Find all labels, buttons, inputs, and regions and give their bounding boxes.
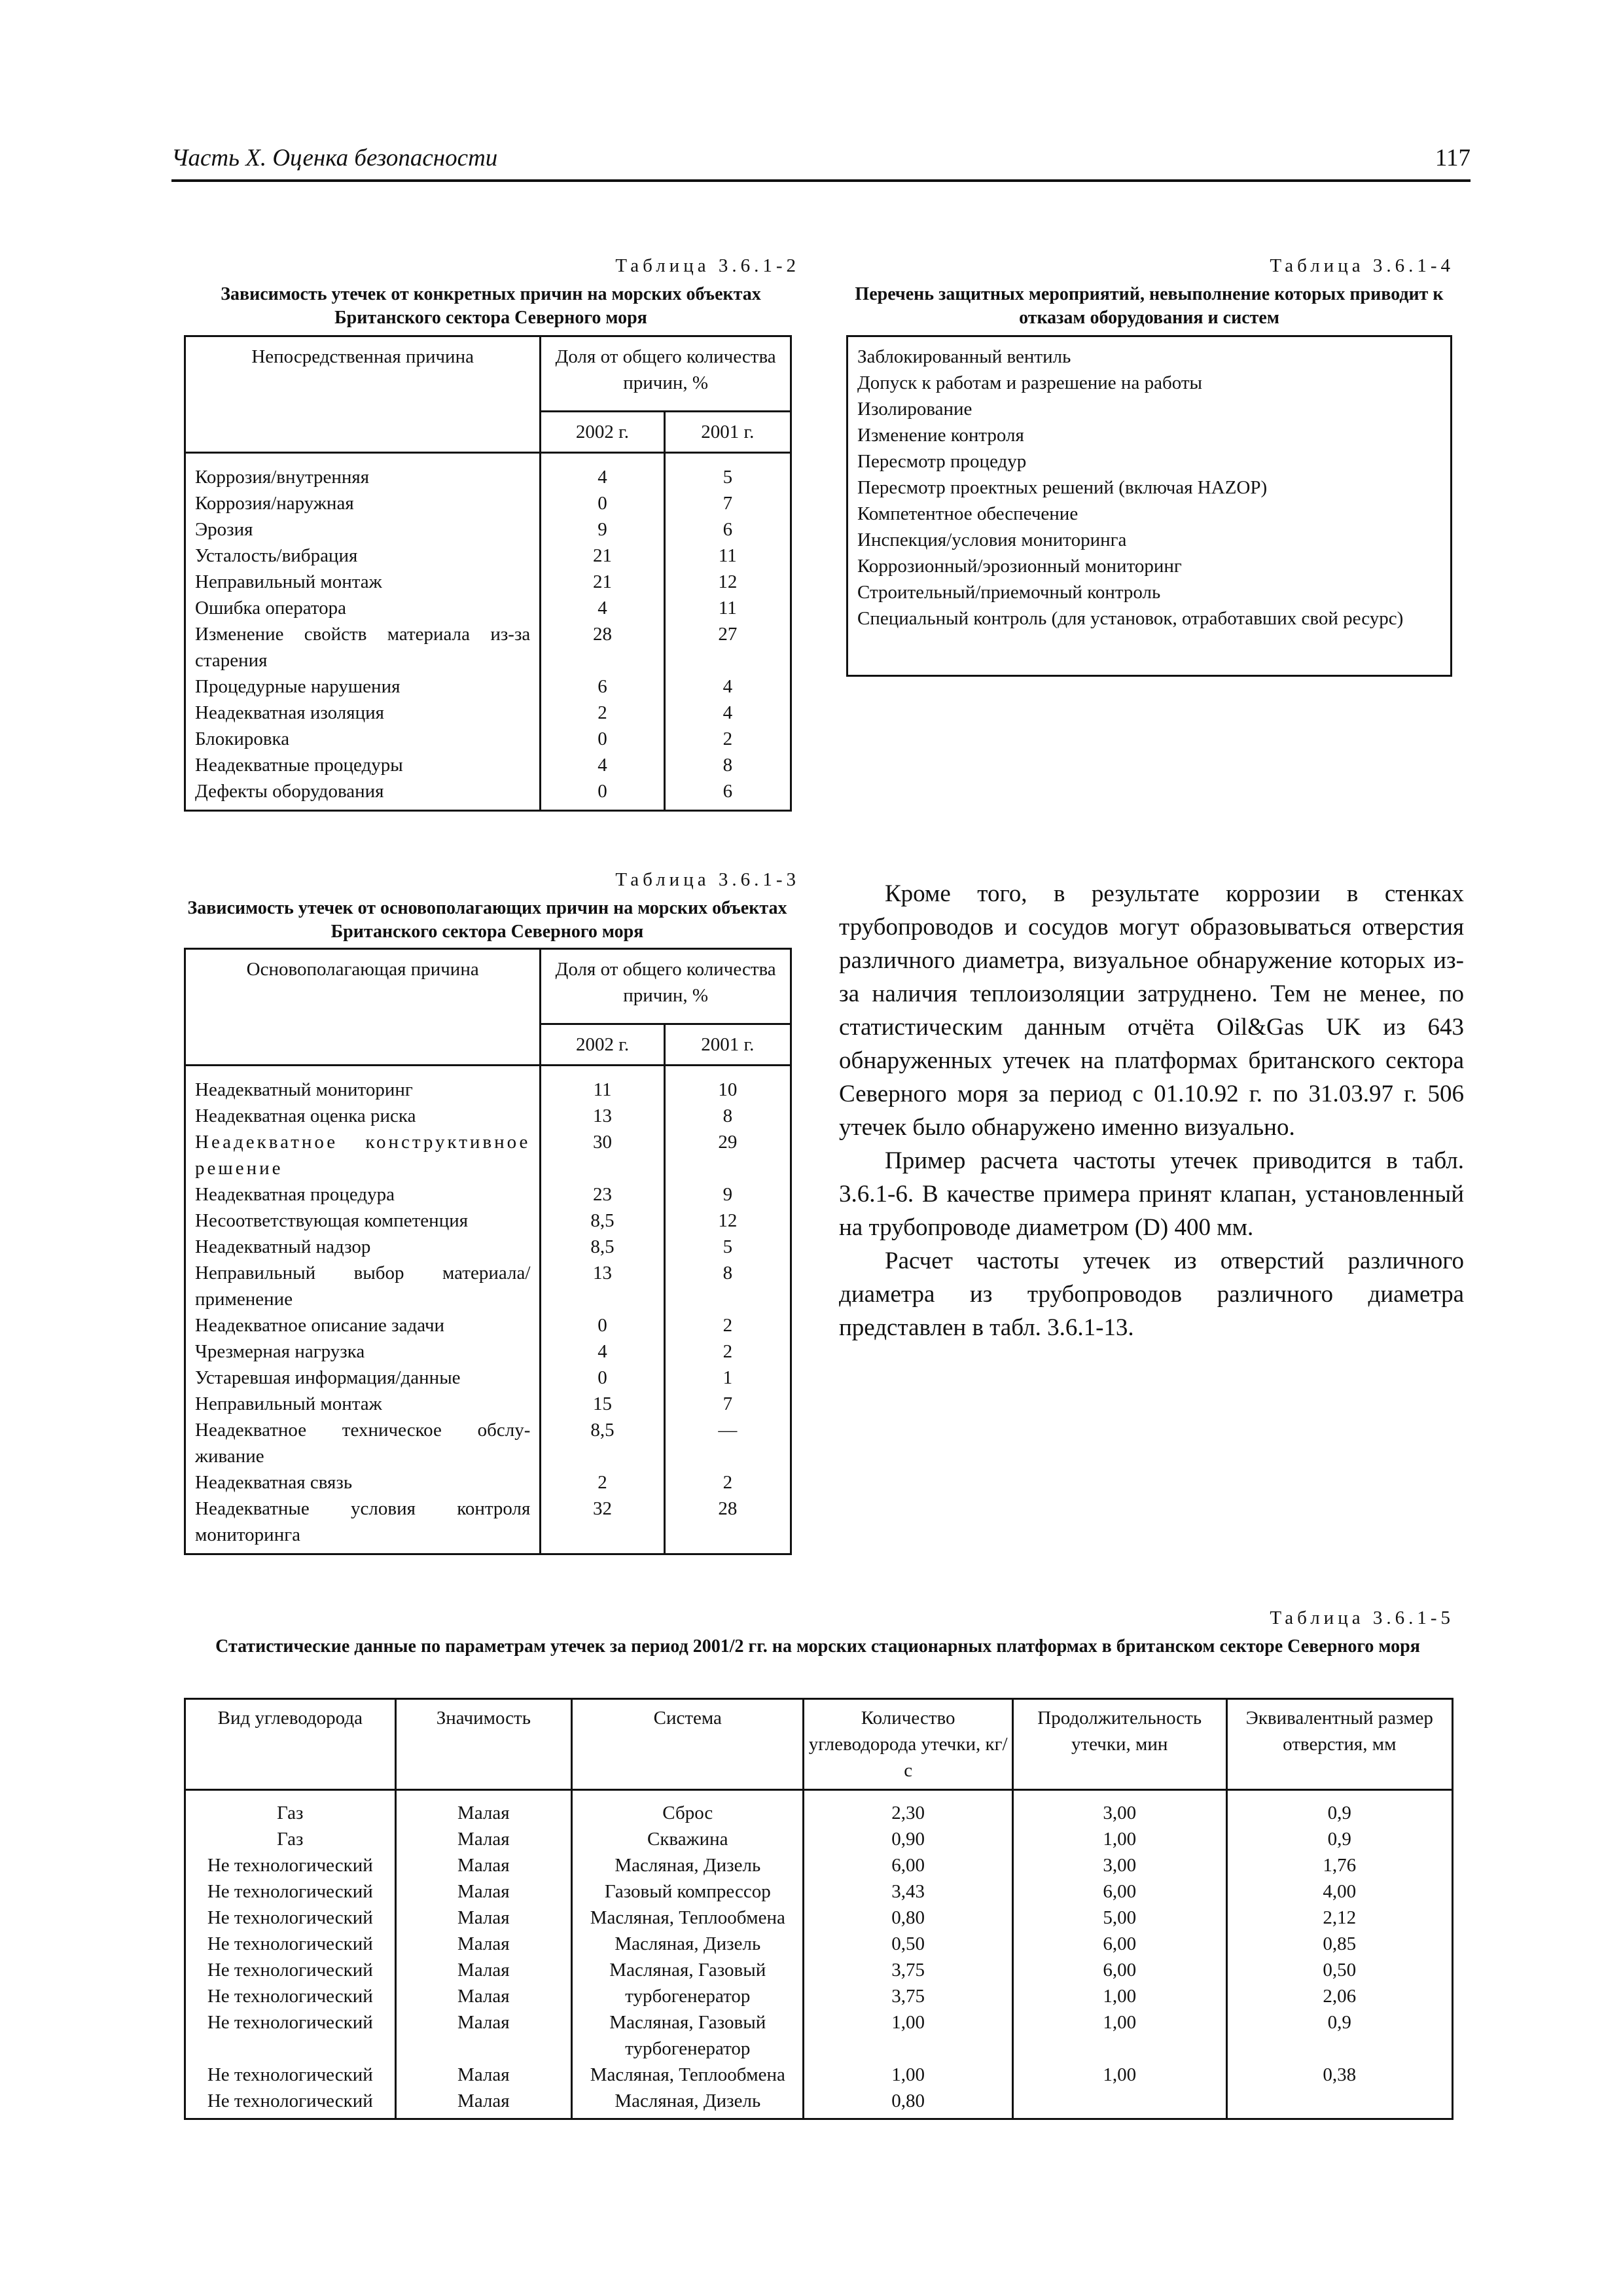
table-row: [185, 2088, 1453, 2119]
value-2002-cell: 2: [541, 700, 664, 726]
value-2001-cell: 5: [664, 1234, 791, 1260]
value-2001-cell: —: [664, 1417, 791, 1469]
table-row: [185, 595, 791, 621]
table2-header-2001: 2001 г.: [664, 412, 791, 453]
page-header: [171, 143, 1471, 182]
table-row: [185, 1338, 791, 1365]
value-2001-cell: 11: [664, 543, 791, 569]
table-row: [185, 1957, 1453, 1983]
list-item: Заблокированный вентиль: [857, 346, 1071, 367]
hydrocarbon-type-cell: Не технологический: [185, 2088, 396, 2119]
value-2001-cell: 2: [664, 726, 791, 752]
cause-cell: Коррозия/наружная: [185, 490, 541, 516]
table-row: [185, 2009, 1453, 2062]
running-title: Часть X. Оценка безопасности: [171, 145, 498, 171]
system-cell: Масляная, Теплообмена: [572, 1905, 804, 1931]
quantity-cell: 0,80: [804, 2088, 1012, 2119]
value-2002-cell: 13: [541, 1103, 664, 1129]
value-2001-cell: 4: [664, 700, 791, 726]
value-2002-cell: 23: [541, 1181, 664, 1208]
table2-header-2002: 2002 г.: [541, 412, 664, 453]
system-cell: Масляная, Теплообмена: [572, 2062, 804, 2088]
quantity-cell: 1,00: [804, 2062, 1012, 2088]
significance-cell: Малая: [395, 1826, 572, 1852]
table3-caption: Зависимость утечек от основополагающих причин на морских объектах Британского сектора Северного моря: [187, 898, 787, 942]
cause-cell: Блокировка: [185, 726, 541, 752]
table3-header-cause: Основополагающая причина: [185, 949, 541, 1066]
value-2002-cell: 0: [541, 1312, 664, 1338]
quantity-cell: 3,75: [804, 1957, 1012, 1983]
table-row: [185, 516, 791, 543]
table2-caption: Зависимость утечек от конкретных причин на морских объектах Британского сектора Северного моря: [221, 284, 761, 328]
value-2002-cell: 9: [541, 516, 664, 543]
cause-cell: Изменение свойств материала из-за старения: [185, 621, 541, 673]
page-number: 117: [1435, 145, 1471, 171]
hole-size-cell: 1,76: [1226, 1852, 1452, 1878]
value-2002-cell: 2: [541, 1469, 664, 1496]
table-row: [185, 1066, 791, 1103]
significance-cell: Малая: [395, 2088, 572, 2119]
value-2001-cell: 6: [664, 778, 791, 811]
table-row: [185, 700, 791, 726]
cause-cell: Несоответствующая компетенция: [185, 1208, 541, 1234]
hydrocarbon-type-cell: Не технологический: [185, 1957, 396, 1983]
table3-body: [185, 1066, 791, 1554]
cause-cell: Неадекватное конструктивное решение: [185, 1129, 541, 1181]
table3-header-2001: 2001 г.: [664, 1024, 791, 1066]
hole-size-cell: 2,06: [1226, 1983, 1452, 2009]
cause-cell: Неправильный монтаж: [185, 569, 541, 595]
significance-cell: Малая: [395, 1878, 572, 1905]
table-row: [185, 1208, 791, 1234]
significance-cell: Малая: [395, 2009, 572, 2062]
duration-cell: 1,00: [1012, 2062, 1226, 2088]
value-2001-cell: 12: [664, 569, 791, 595]
significance-cell: Малая: [395, 1905, 572, 1931]
hydrocarbon-type-cell: Не технологический: [185, 1983, 396, 2009]
value-2002-cell: 4: [541, 595, 664, 621]
value-2002-cell: 21: [541, 569, 664, 595]
quantity-cell: 3,43: [804, 1878, 1012, 1905]
cause-cell: Неадекватный мониторинг: [185, 1066, 541, 1103]
list-item: Пересмотр проектных решений (включая HAZOP): [857, 477, 1268, 498]
table-row: [185, 752, 791, 778]
system-cell: Масляная, Газовый: [572, 1957, 804, 1983]
table4-caption: Перечень защитных мероприятий, невыполнение которых приводит к отказам оборудования и систем: [855, 284, 1444, 328]
table3-label: Таблица 3.6.1-3: [615, 869, 800, 890]
duration-cell: 6,00: [1012, 1931, 1226, 1957]
table5-label: Таблица 3.6.1-5: [1270, 1607, 1454, 1628]
table-row: [185, 1312, 791, 1338]
table4-label: Таблица 3.6.1-4: [1270, 255, 1454, 276]
value-2001-cell: 11: [664, 595, 791, 621]
list-item: Строительный/приемочный контроль: [857, 582, 1161, 603]
duration-cell: [1012, 2088, 1226, 2119]
cause-cell: Неадекватное описание задачи: [185, 1312, 541, 1338]
significance-cell: Малая: [395, 1983, 572, 2009]
value-2001-cell: 28: [664, 1496, 791, 1554]
list-item: Допуск к работам и разрешение на работы: [857, 372, 1202, 393]
table2-header-share: Доля от общего количества причин, %: [541, 336, 791, 412]
cause-cell: Чрезмерная нагрузка: [185, 1338, 541, 1365]
table4-list: [846, 335, 1452, 677]
quantity-cell: 0,80: [804, 1905, 1012, 1931]
cause-cell: Процедурные нарушения: [185, 673, 541, 700]
duration-cell: 1,00: [1012, 1983, 1226, 2009]
cause-cell: Эрозия: [185, 516, 541, 543]
value-2002-cell: 0: [541, 490, 664, 516]
significance-cell: Малая: [395, 1852, 572, 1878]
hydrocarbon-type-cell: Не технологический: [185, 1905, 396, 1931]
table5-header-quantity: Количество углеводорода утечки, кг/с: [804, 1699, 1012, 1790]
cause-cell: Неадекватная процедура: [185, 1181, 541, 1208]
value-2001-cell: 2: [664, 1469, 791, 1496]
table3-header-2002: 2002 г.: [541, 1024, 664, 1066]
duration-cell: 5,00: [1012, 1905, 1226, 1931]
table5-body: [185, 1790, 1453, 2119]
table5-header-duration: Продолжительность утечки, мин: [1012, 1699, 1226, 1790]
system-cell: Масляная, Дизель: [572, 1931, 804, 1957]
cause-cell: Устаревшая информация/данные: [185, 1365, 541, 1391]
cause-cell: Неадекватный надзор: [185, 1234, 541, 1260]
hole-size-cell: 0,38: [1226, 2062, 1452, 2088]
value-2001-cell: 7: [664, 1391, 791, 1417]
quantity-cell: 6,00: [804, 1852, 1012, 1878]
table2: [184, 335, 792, 812]
value-2002-cell: 4: [541, 752, 664, 778]
value-2001-cell: 12: [664, 1208, 791, 1234]
value-2001-cell: 1: [664, 1365, 791, 1391]
table2-body: [185, 453, 791, 811]
quantity-cell: 3,75: [804, 1983, 1012, 2009]
table5-header-significance: Значимость: [395, 1699, 572, 1790]
duration-cell: 3,00: [1012, 1852, 1226, 1878]
table-row: [185, 543, 791, 569]
significance-cell: Малая: [395, 1931, 572, 1957]
hydrocarbon-type-cell: Не технологический: [185, 1852, 396, 1878]
cause-cell: Неадекватная связь: [185, 1469, 541, 1496]
value-2001-cell: 8: [664, 1103, 791, 1129]
table5-header-type: Вид углеводорода: [185, 1699, 396, 1790]
duration-cell: 1,00: [1012, 1826, 1226, 1852]
cause-cell: Неправильный монтаж: [185, 1391, 541, 1417]
table-row: [185, 1365, 791, 1391]
table-row: [185, 1234, 791, 1260]
table5-header-hole: Эквивалентный размер отверстия, мм: [1226, 1699, 1452, 1790]
table3: [184, 948, 792, 1555]
value-2002-cell: 32: [541, 1496, 664, 1554]
cause-cell: Усталость/вибрация: [185, 543, 541, 569]
system-cell: Масляная, Дизель: [572, 1852, 804, 1878]
system-cell: Масляная, Дизель: [572, 2088, 804, 2119]
value-2002-cell: 0: [541, 726, 664, 752]
hole-size-cell: 0,9: [1226, 2009, 1452, 2062]
table-row: [185, 621, 791, 673]
significance-cell: Малая: [395, 2062, 572, 2088]
duration-cell: 6,00: [1012, 1957, 1226, 1983]
system-cell: Сброс: [572, 1790, 804, 1827]
table-row: [185, 1905, 1453, 1931]
hydrocarbon-type-cell: Газ: [185, 1826, 396, 1852]
list-item: Коррозионный/эрозионный мониторинг: [857, 556, 1182, 577]
table-row: [185, 778, 791, 811]
hole-size-cell: 0,50: [1226, 1957, 1452, 1983]
value-2002-cell: 8,5: [541, 1234, 664, 1260]
value-2001-cell: 4: [664, 673, 791, 700]
value-2002-cell: 15: [541, 1391, 664, 1417]
hole-size-cell: 2,12: [1226, 1905, 1452, 1931]
list-item: Пересмотр процедур: [857, 451, 1027, 472]
value-2002-cell: 30: [541, 1129, 664, 1181]
value-2001-cell: 8: [664, 752, 791, 778]
value-2001-cell: 6: [664, 516, 791, 543]
value-2002-cell: 0: [541, 778, 664, 811]
quantity-cell: 0,50: [804, 1931, 1012, 1957]
cause-cell: Неадекватные условия контроля мониторинга: [185, 1496, 541, 1554]
value-2001-cell: 8: [664, 1260, 791, 1312]
duration-cell: 6,00: [1012, 1878, 1226, 1905]
table5: [184, 1698, 1454, 2120]
table-row: [185, 1983, 1453, 2009]
table2-header-cause: Непосредственная причина: [185, 336, 541, 453]
quantity-cell: 0,90: [804, 1826, 1012, 1852]
value-2002-cell: 13: [541, 1260, 664, 1312]
value-2001-cell: 2: [664, 1312, 791, 1338]
value-2002-cell: 21: [541, 543, 664, 569]
system-cell: турбогенератор: [572, 1983, 804, 2009]
table5-caption: Статистические данные по параметрам утечек за период 2001/2 гг. на морских стационарных платформах в британском секторе Северного моря: [215, 1636, 1420, 1657]
cause-cell: Коррозия/внутренняя: [185, 453, 541, 491]
value-2001-cell: 5: [664, 453, 791, 491]
hydrocarbon-type-cell: Не технологический: [185, 1931, 396, 1957]
value-2002-cell: 8,5: [541, 1208, 664, 1234]
table-row: [185, 1260, 791, 1312]
value-2002-cell: 0: [541, 1365, 664, 1391]
table-row: [185, 726, 791, 752]
paragraph-2: Пример расчета частоты утечек приводится в табл. 3.6.1-6. В качестве примера принят клапан, установленный на трубопроводе диаметром (D) 400 мм.: [839, 1147, 1464, 1241]
table-row: [185, 673, 791, 700]
hole-size-cell: 0,9: [1226, 1790, 1452, 1827]
quantity-cell: 1,00: [804, 2009, 1012, 2062]
value-2001-cell: 29: [664, 1129, 791, 1181]
table-row: [185, 1931, 1453, 1957]
table-row: [185, 490, 791, 516]
value-2001-cell: 10: [664, 1066, 791, 1103]
table2-label: Таблица 3.6.1-2: [615, 255, 800, 276]
hydrocarbon-type-cell: Не технологический: [185, 2062, 396, 2088]
cause-cell: Неадекватные процедуры: [185, 752, 541, 778]
hole-size-cell: 4,00: [1226, 1878, 1452, 1905]
list-item: Изменение контроля: [857, 425, 1024, 446]
hydrocarbon-type-cell: Не технологический: [185, 1878, 396, 1905]
hole-size-cell: [1226, 2088, 1452, 2119]
table-row: [185, 1103, 791, 1129]
hole-size-cell: 0,85: [1226, 1931, 1452, 1957]
table3-header-share: Доля от общего количества причин, %: [541, 949, 791, 1024]
cause-cell: Ошибка оператора: [185, 595, 541, 621]
list-item: Изолирование: [857, 399, 972, 420]
cause-cell: Дефекты оборудования: [185, 778, 541, 811]
table-row: [185, 1878, 1453, 1905]
list-item: Компетентное обеспечение: [857, 503, 1079, 524]
table-row: [185, 1790, 1453, 1827]
value-2002-cell: 11: [541, 1066, 664, 1103]
paragraph-3: Расчет частоты утечек из отверстий различного диаметра из трубопроводов различного диаметра представлен в табл. 3.6.1-13.: [839, 1247, 1464, 1341]
value-2002-cell: 8,5: [541, 1417, 664, 1469]
value-2002-cell: 6: [541, 673, 664, 700]
value-2002-cell: 28: [541, 621, 664, 673]
duration-cell: 3,00: [1012, 1790, 1226, 1827]
hydrocarbon-type-cell: Не технологический: [185, 2009, 396, 2062]
table-row: [185, 1852, 1453, 1878]
value-2002-cell: 4: [541, 453, 664, 491]
value-2001-cell: 7: [664, 490, 791, 516]
cause-cell: Неадекватная изоляция: [185, 700, 541, 726]
duration-cell: 1,00: [1012, 2009, 1226, 2062]
cause-cell: Неадекватная оценка риска: [185, 1103, 541, 1129]
list-item: Специальный контроль (для установок, отработавших свой ресурс): [857, 608, 1404, 629]
value-2001-cell: 2: [664, 1338, 791, 1365]
hydrocarbon-type-cell: Газ: [185, 1790, 396, 1827]
significance-cell: Малая: [395, 1957, 572, 1983]
paragraph-1: Кроме того, в результате коррозии в стенках трубопроводов и сосудов могут образовываться отверстия различного диаметра, визуальное обнаружение которых из-за наличия теплоизоляции затруднено. Тем не менее, по статистическим данным отчёта Oil&Gas UK из 643 обнаруженных утечек на платформах британского сектора Северного моря за период с 01.10.92 г. по 31.03.97 г. 506 утечек было обнаружено именно визуально.: [839, 880, 1464, 1141]
value-2002-cell: 4: [541, 1338, 664, 1365]
table-row: [185, 1181, 791, 1208]
table5-header-system: Система: [572, 1699, 804, 1790]
table-row: [185, 1417, 791, 1469]
system-cell: Скважина: [572, 1826, 804, 1852]
table-row: [185, 1496, 791, 1554]
table-row: [185, 569, 791, 595]
table-row: [185, 1391, 791, 1417]
system-cell: Газовый компрессор: [572, 1878, 804, 1905]
body-text: [839, 877, 1464, 1344]
table-row: [185, 1469, 791, 1496]
value-2001-cell: 27: [664, 621, 791, 673]
table-row: [185, 2062, 1453, 2088]
table-row: [185, 1826, 1453, 1852]
cause-cell: Неадекватное техническое обслу-живание: [185, 1417, 541, 1469]
hole-size-cell: 0,9: [1226, 1826, 1452, 1852]
significance-cell: Малая: [395, 1790, 572, 1827]
quantity-cell: 2,30: [804, 1790, 1012, 1827]
table-row: [185, 453, 791, 491]
table-row: [185, 1129, 791, 1181]
list-item: Инспекция/условия мониторинга: [857, 529, 1127, 550]
value-2001-cell: 9: [664, 1181, 791, 1208]
cause-cell: Неправильный выбор материала/ применение: [185, 1260, 541, 1312]
system-cell: Масляная, Газовый турбогенератор: [572, 2009, 804, 2062]
